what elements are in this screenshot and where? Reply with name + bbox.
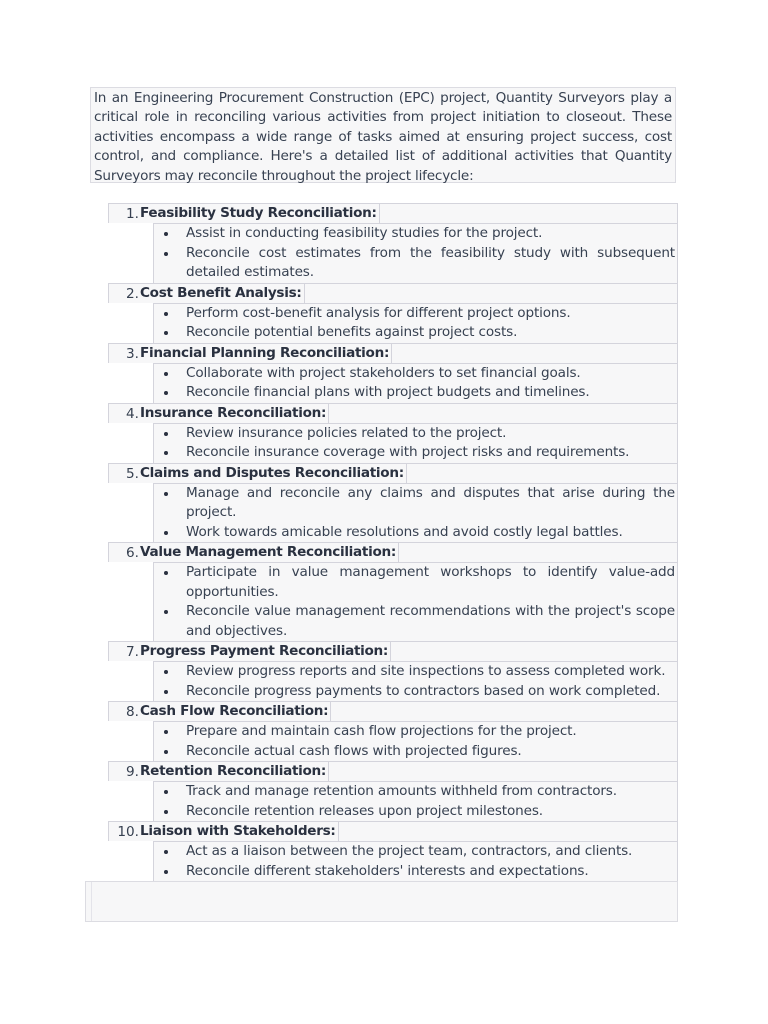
list-item (108, 701, 678, 761)
bullet-item: Reconcile different stakeholders' interests and expectations. (154, 862, 677, 882)
list-item-number: 1. (126, 206, 139, 222)
bullet-list (153, 303, 678, 343)
bullet-list (153, 841, 678, 881)
list-item-number: 7. (126, 644, 139, 660)
list-item (108, 542, 678, 641)
bullet-item: Track and manage retention amounts withheld from contractors. (154, 782, 677, 802)
bullet-list (153, 363, 678, 403)
list-item-title: Cost Benefit Analysis: (140, 284, 305, 303)
bullet-list (153, 661, 678, 701)
list-item-title: Value Management Reconciliation: (140, 543, 399, 562)
list-item-heading (108, 403, 678, 423)
activities-list (108, 203, 678, 881)
list-item-title: Claims and Disputes Reconciliation: (140, 464, 407, 483)
list-item-heading (108, 283, 678, 303)
list-item-title: Cash Flow Reconciliation: (140, 702, 331, 721)
bullet-item: Collaborate with project stakeholders to set financial goals. (154, 364, 677, 384)
list-item-title: Progress Payment Reconciliation: (140, 642, 391, 661)
list-item-heading (108, 542, 678, 562)
list-item-heading (108, 641, 678, 661)
bullet-item: Work towards amicable resolutions and avoid costly legal battles. (154, 523, 677, 543)
empty-trailing-block (85, 881, 678, 922)
list-item-number: 9. (126, 764, 139, 780)
list-item-heading (108, 821, 678, 841)
bullet-item: Reconcile actual cash flows with projected figures. (154, 742, 677, 762)
list-item (108, 821, 678, 881)
bullet-item: Reconcile value management recommendations with the project's scope and objectives. (154, 602, 677, 641)
bullet-item: Review progress reports and site inspections to assess completed work. (154, 662, 677, 682)
list-item-heading (108, 343, 678, 363)
list-item-number: 2. (126, 285, 139, 302)
bullet-item: Act as a liaison between the project team, contractors, and clients. (154, 842, 677, 862)
bullet-item: Reconcile retention releases upon project milestones. (154, 802, 677, 822)
list-item-title: Financial Planning Reconciliation: (140, 344, 392, 363)
list-item-title: Retention Reconciliation: (140, 762, 329, 781)
list-item-title: Feasibility Study Reconciliation: (140, 204, 380, 223)
bullet-list (153, 223, 678, 283)
list-item-heading (108, 761, 678, 781)
bullet-item: Reconcile cost estimates from the feasibility study with subsequent detailed estimates. (154, 244, 677, 283)
bullet-item: Participate in value management workshops to identify value-add opportunities. (154, 563, 677, 602)
bullet-item: Perform cost-benefit analysis for different project options. (154, 304, 677, 324)
bullet-list (153, 721, 678, 761)
bullet-item: Review insurance policies related to the project. (154, 424, 677, 444)
list-item (108, 343, 678, 403)
list-item-heading (108, 203, 678, 223)
list-item (108, 641, 678, 701)
intro-paragraph: In an Engineering Procurement Construction (EPC) project, Quantity Surveyors play a critical role in reconciling various activities from project initiation to closeout. These activities encompass a wide range of tasks aimed at ensuring project success, cost control, and compliance. Here's a detailed list of additional activities that Quantity Surveyors may reconcile throughout the project lifecycle: (90, 87, 676, 183)
list-item-title: Liaison with Stakeholders: (140, 822, 339, 841)
bullet-list (153, 781, 678, 821)
bullet-item: Reconcile insurance coverage with project risks and requirements. (154, 443, 677, 463)
list-item-number: 5. (126, 465, 139, 482)
bullet-item: Reconcile potential benefits against project costs. (154, 323, 677, 343)
list-item-number: 6. (126, 545, 139, 561)
list-item-number: 4. (126, 405, 139, 422)
bullet-list (153, 483, 678, 543)
bullet-item: Prepare and maintain cash flow projections for the project. (154, 722, 677, 742)
list-item (108, 203, 678, 283)
bullet-item: Reconcile progress payments to contractors based on work completed. (154, 682, 677, 702)
bullet-item: Assist in conducting feasibility studies for the project. (154, 224, 677, 244)
bullet-item: Manage and reconcile any claims and disputes that arise during the project. (154, 484, 677, 523)
list-item-number: 3. (126, 345, 139, 362)
list-item-number: 8. (126, 704, 139, 720)
list-item-title: Insurance Reconciliation: (140, 404, 329, 423)
list-item (108, 463, 678, 543)
bullet-item: Reconcile financial plans with project budgets and timelines. (154, 383, 677, 403)
bullet-list (153, 423, 678, 463)
list-item (108, 403, 678, 463)
list-item (108, 283, 678, 343)
list-item-heading (108, 463, 678, 483)
block-divider (91, 882, 92, 921)
list-item-number: 10. (117, 824, 139, 840)
list-item-heading (108, 701, 678, 721)
list-item (108, 761, 678, 821)
bullet-list (153, 562, 678, 641)
